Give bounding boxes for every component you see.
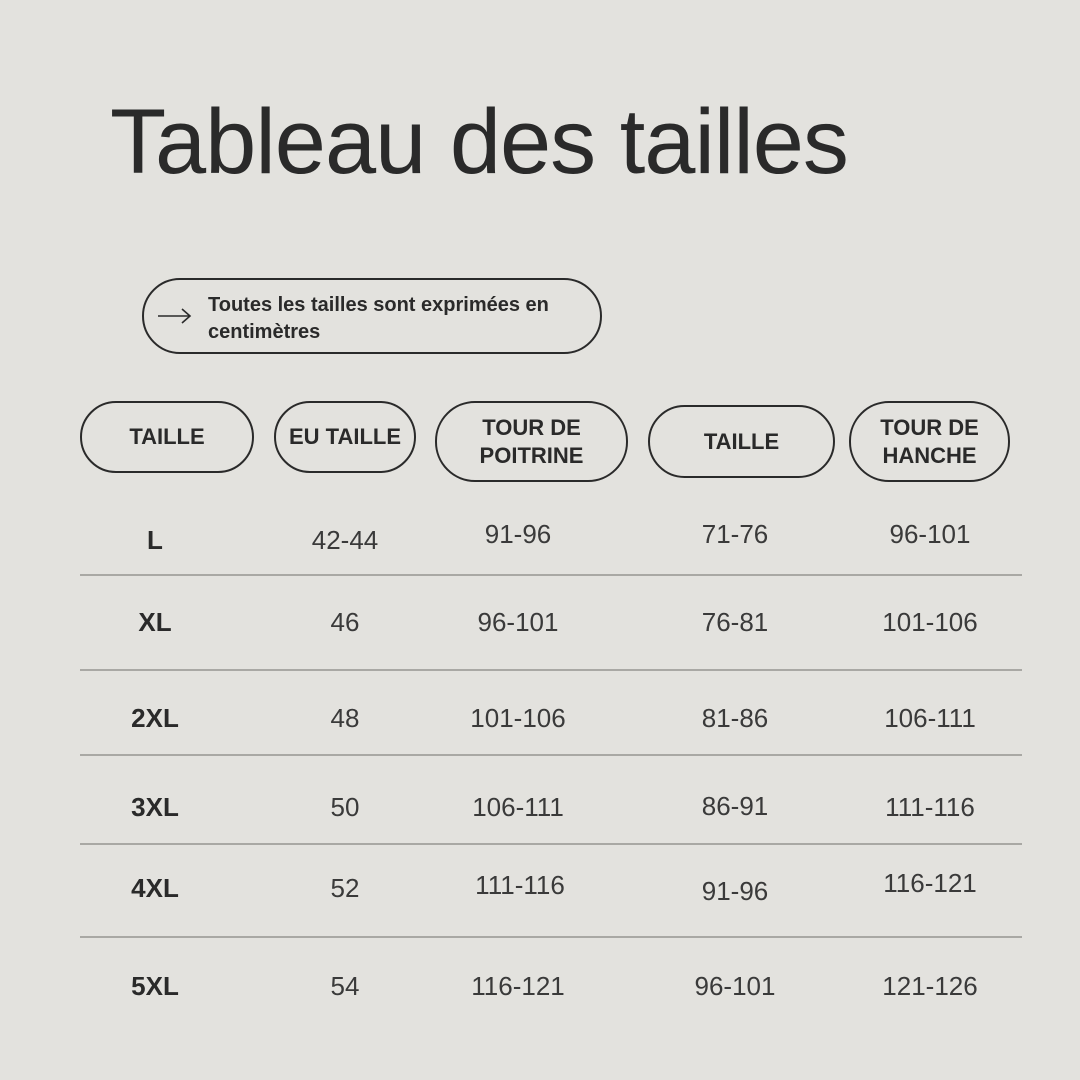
size-cell: 3XL [131,792,179,822]
right-arrow-icon [156,302,194,330]
header-hip: TOUR DE HANCHE [849,401,1010,482]
chest-cell: 101-106 [470,703,566,733]
waist-cell: 81-86 [701,703,769,733]
row-divider [80,574,1022,576]
waist-cell: 91-96 [701,876,769,906]
size-cell: 5XL [131,971,179,1001]
hip-cell: 111-116 [885,792,975,822]
chest-cell: 106-111 [472,792,564,822]
units-note-text: Toutes les tailles sont exprimées en centimètres [208,294,549,343]
eu-size-cell: 48 [330,703,360,733]
hip-cell: 106-111 [884,703,976,733]
hip-cell: 116-121 [883,868,977,898]
chest-cell: 111-116 [475,870,565,900]
size-cell: L [147,525,163,555]
units-note [142,278,602,354]
eu-size-cell: 46 [330,607,360,637]
waist-cell: 71-76 [701,519,769,549]
row-divider [80,754,1022,756]
header-eu-size: EU TAILLE [274,401,416,473]
header-chest: TOUR DE POITRINE [435,401,628,482]
eu-size-cell: 52 [330,873,360,903]
row-divider [80,669,1022,671]
size-cell: XL [138,607,172,637]
hip-cell: 101-106 [882,607,978,637]
hip-cell: 96-101 [889,519,971,549]
chest-cell: 96-101 [477,607,559,637]
waist-cell: 76-81 [701,607,769,637]
waist-cell: 86-91 [701,791,769,821]
page-title: Tableau des tailles [110,91,848,193]
waist-cell: 96-101 [694,971,776,1001]
chest-cell: 91-96 [484,519,552,549]
size-cell: 4XL [131,873,179,903]
eu-size-cell: 42-44 [311,525,379,555]
size-cell: 2XL [131,703,179,733]
header-size: TAILLE [80,401,254,473]
row-divider [80,936,1022,938]
hip-cell: 121-126 [882,971,978,1001]
chest-cell: 116-121 [471,971,565,1001]
row-divider [80,843,1022,845]
eu-size-cell: 50 [330,792,360,822]
eu-size-cell: 54 [330,971,360,1001]
header-waist: TAILLE [648,405,835,478]
